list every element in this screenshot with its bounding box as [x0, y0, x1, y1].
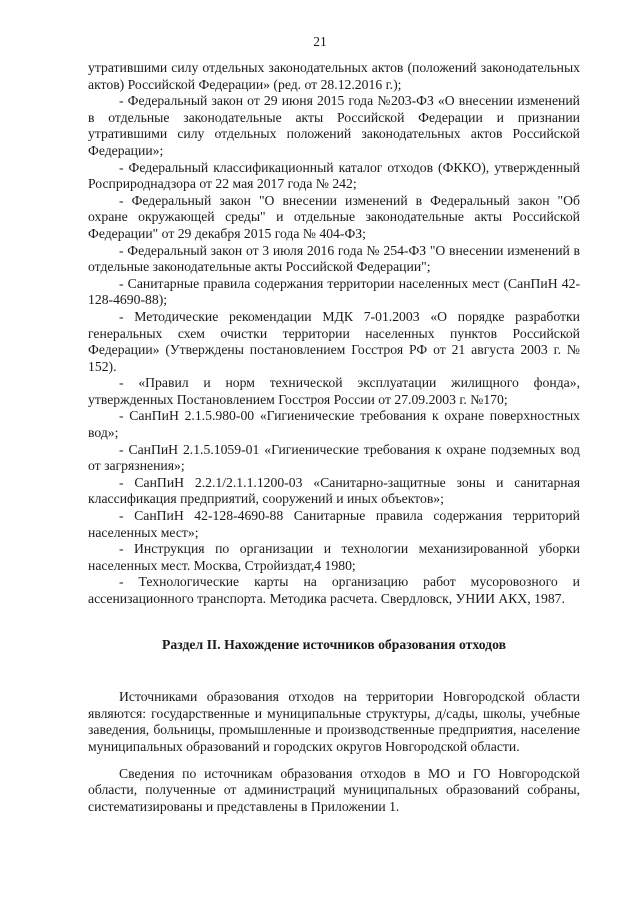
- section-title: Раздел II. Нахождение источников образования отходов: [162, 636, 506, 652]
- list-item: - «Правил и норм технической эксплуатации жилищного фонда», утвержденных Постановлением Госстроя России от 27.09.2003 г. №170;: [88, 375, 580, 407]
- list-item: - СанПиН 42-128-4690-88 Санитарные правила содержания территорий населенных мест»;: [88, 508, 580, 540]
- legislation-list: [88, 60, 580, 608]
- list-item: - Федеральный закон "О внесении изменений в Федеральный закон "Об охране окружающей среды" и отдельные законодательные акты Российской Федерации" от 29 декабря 2015 года № 404-ФЗ;: [88, 192, 580, 241]
- list-item: - Санитарные правила содержания территории населенных мест (СанПиН 42-128-4690-88);: [88, 275, 580, 308]
- list-item: - Методические рекомендации МДК 7-01.2003 «О порядке разработки генеральных схем очистки территории населенных пунктов Российской Федерации» (Утверждены постановлением Госстроя РФ от 21 августа 2003 г. № 152).: [88, 308, 580, 374]
- list-item: - Федеральный классификационный каталог отходов (ФККО), утвержденный Росприроднадзора от 22 мая 2017 года № 242;: [88, 159, 580, 192]
- page-number: 21: [313, 34, 327, 49]
- list-item: - Инструкция по организации и технологии механизированной уборки населенных мест. Москва, Стройиздат,4 1980;: [88, 541, 580, 573]
- list-item: - Федеральный закон от 29 июня 2015 года №203-ФЗ «О внесении изменений в отдельные законодательные акты Российской Федерации и признании утратившими силу отдельных положений законодательных актов Российской Федерации»;: [88, 93, 580, 158]
- list-item: - СанПиН 2.1.5.980-00 «Гигиенические требования к охране поверхностных вод»;: [88, 408, 580, 441]
- body-paragraph: Источниками образования отходов на территории Новгородской области являются: государственные и муниципальные структуры, д/сады, школы, учебные заведения, больницы, промышленные и производственные предприятия, население муниципальных образований и городских округов Новгородской области.: [88, 689, 580, 754]
- list-item: - СанПиН 2.2.1/2.1.1.1200-03 «Санитарно-защитные зоны и санитарная классификация предприятий, сооружений и иных объектов»;: [88, 474, 580, 507]
- list-item: - Технологические карты на организацию работ мусоровозного и ассенизационного транспорта. Методика расчета. Свердловск, УНИИ АКХ, 1987.: [88, 574, 580, 606]
- list-item: - Федеральный закон от 3 июля 2016 года № 254-ФЗ "О внесении изменений в отдельные законодательные акты Российской Федерации";: [88, 242, 580, 275]
- list-item: утратившими силу отдельных законодательных актов (положений законодательных актов) Российской Федерации» (ред. от 28.12.2016 г.);: [88, 60, 580, 92]
- list-item: - СанПиН 2.1.5.1059-01 «Гигиенические требования к охране подземных вод от загрязнения»;: [88, 441, 580, 474]
- page-content: [88, 60, 580, 815]
- body-paragraph: Сведения по источникам образования отходов в МО и ГО Новгородской области, полученные от администраций муниципальных образований собраны, систематизированы и представлены в Приложении 1.: [88, 765, 580, 814]
